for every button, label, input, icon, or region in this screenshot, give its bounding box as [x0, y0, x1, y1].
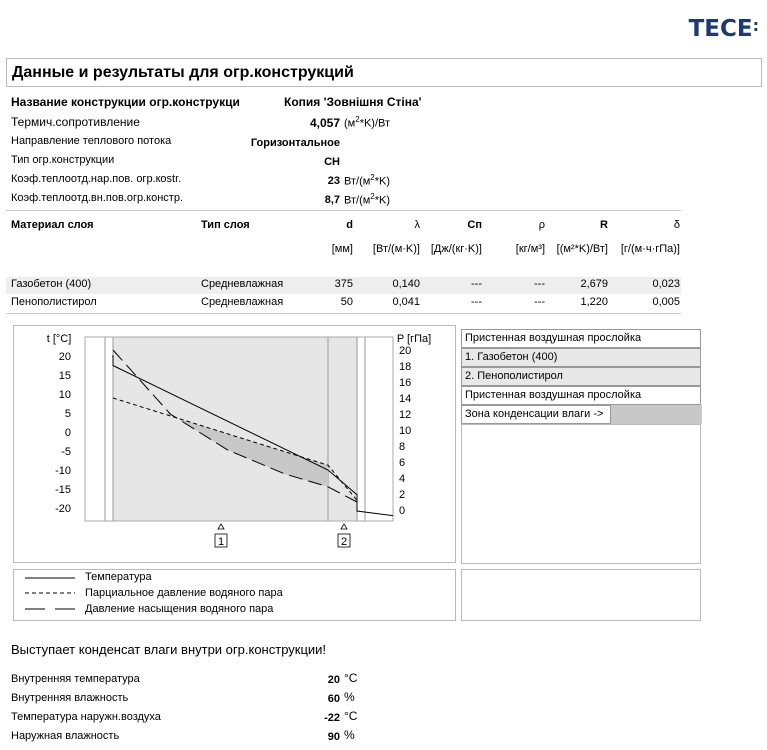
unit-suffix: *K)	[374, 194, 391, 207]
page-title-box	[6, 58, 762, 87]
table-cell: ---	[471, 278, 482, 290]
layer-legend-item	[461, 405, 701, 424]
layer-legend-label: 1. Газобетон (400)	[465, 351, 558, 363]
unit-superscript: 2	[355, 115, 360, 124]
table-cell: ---	[471, 296, 482, 308]
left-axis-title: t [°C]	[46, 333, 72, 345]
table-cell: 0,023	[652, 278, 680, 290]
condensation-zone-swatch	[610, 405, 702, 424]
info-row-label: Коэф.теплоотд.вн.пов.огр.констр.	[11, 192, 184, 204]
right-axis-tick-label: 14	[399, 393, 412, 405]
condition-unit: %	[344, 728, 355, 742]
condition-label: Наружная влажность	[11, 730, 120, 742]
left-axis-tick-label: -10	[55, 465, 71, 477]
table-header-cell: ρ	[538, 219, 545, 231]
table-header-cell: Cп	[467, 219, 482, 231]
right-axis-tick-label: 10	[399, 425, 412, 437]
layer-legend-label: Пристенная воздушная прослойка	[465, 389, 642, 401]
table-unit-cell: [кг/м³]	[515, 243, 545, 255]
unit-prefix: (м	[344, 117, 356, 130]
layer-marker-label: 1	[217, 536, 225, 548]
info-row-unit	[344, 115, 390, 130]
construction-name-value: Копия 'Зовнішня Стіна'	[284, 95, 422, 109]
layer-legend-label: Пристенная воздушная прослойка	[465, 332, 642, 344]
table-cell: Средневлажная	[201, 278, 284, 290]
info-row-label: Тип огр.конструкции	[11, 154, 115, 166]
right-axis-tick-label: 4	[399, 473, 406, 485]
right-axis-tick-label: 18	[399, 361, 412, 373]
info-row-label: Термич.сопротивление	[11, 115, 140, 129]
table-cell: 375	[334, 278, 353, 290]
condition-label: Внутренняя температура	[11, 673, 140, 685]
condition-unit: °C	[344, 671, 358, 685]
layer-legend-item	[461, 348, 701, 367]
left-axis-tick-label: -15	[55, 484, 71, 496]
condition-value: 90	[327, 731, 340, 743]
empty-legend-frame	[461, 569, 701, 621]
left-axis-tick-label: 5	[64, 408, 71, 420]
layer-legend-frame	[461, 424, 701, 564]
layer-legend-item	[461, 329, 701, 348]
layer-marker-label: 2	[340, 536, 348, 548]
info-row-value: 23	[327, 175, 340, 187]
table-cell: Пенополистирол	[11, 296, 97, 308]
table-cell: 50	[340, 296, 353, 308]
unit-prefix: Вт/(м	[344, 194, 371, 207]
page-title: Данные и результаты для огр.конструкций	[12, 64, 354, 81]
left-axis-tick-label: -5	[61, 446, 71, 458]
info-row-value: Горизонтальное	[250, 137, 340, 149]
table-cell: Средневлажная	[201, 296, 284, 308]
condition-label: Внутренняя влажность	[11, 692, 129, 704]
layer-legend-item	[461, 367, 701, 386]
table-cell: Газобетон (400)	[11, 278, 92, 290]
info-row-value: 4,057	[309, 116, 340, 130]
condition-value: 60	[327, 693, 340, 705]
layer-1-band	[113, 337, 328, 521]
right-axis-tick-label: 6	[399, 457, 406, 469]
left-axis-tick-label: 0	[64, 427, 71, 439]
info-row-value: 8,7	[324, 194, 340, 206]
table-header-cell: R	[600, 219, 608, 231]
unit-suffix: *K)/Вт	[359, 117, 391, 130]
tece-logo: TECE:	[688, 16, 759, 42]
condition-unit: %	[344, 690, 355, 704]
info-row-unit	[344, 192, 390, 207]
right-axis-title: P [гПа]	[396, 333, 432, 345]
legend-label-partial-pressure: Парциальное давление водяного пара	[85, 587, 283, 599]
table-cell: 2,679	[580, 278, 608, 290]
condensation-message: Выступает конденсат влаги внутри огр.конструкции!	[11, 642, 327, 657]
right-axis-tick-label: 12	[399, 409, 412, 421]
right-axis-tick-label: 2	[399, 489, 406, 501]
layer-legend-label: 2. Пенополистирол	[465, 370, 563, 382]
unit-superscript: 2	[370, 192, 375, 201]
table-cell: ---	[534, 278, 545, 290]
layer-marker-arrow	[341, 524, 347, 529]
table-cell: 0,140	[392, 278, 420, 290]
table-unit-cell: [мм]	[331, 243, 353, 255]
unit-superscript: 2	[370, 173, 375, 182]
info-row-label: Направление теплового потока	[11, 135, 172, 147]
info-row-value: СН	[324, 156, 340, 168]
construction-name-label: Название конструкции огр.конструкци	[11, 95, 240, 109]
right-axis-tick-label: 0	[399, 505, 406, 517]
layer-2-band	[328, 337, 357, 521]
info-row-label: Коэф.теплоотд.нар.пов. огр.кostr.	[11, 173, 182, 185]
unit-prefix: Вт/(м	[344, 175, 371, 188]
right-axis-tick-label: 16	[399, 377, 412, 389]
table-unit-cell: [г/(м·ч·гПа)]	[620, 243, 680, 255]
table-header-cell: d	[346, 219, 353, 231]
table-header-cell: λ	[414, 219, 420, 231]
table-cell: ---	[534, 296, 545, 308]
table-cell: 0,005	[652, 296, 680, 308]
table-top-rule	[6, 210, 681, 211]
left-axis-tick-label: 15	[58, 370, 71, 382]
table-cell: 1,220	[580, 296, 608, 308]
condition-label: Температура наружн.воздуха	[11, 711, 161, 723]
layer-legend-label: Зона конденсации влаги ->	[465, 408, 604, 420]
table-unit-cell: [Вт/(м·K)]	[372, 243, 420, 255]
right-axis-tick-label: 20	[399, 345, 412, 357]
table-unit-cell: [(м²*K)/Вт]	[556, 243, 608, 255]
layer-marker-arrow	[218, 524, 224, 529]
left-axis-tick-label: 10	[58, 389, 71, 401]
condition-unit: °C	[344, 709, 358, 723]
table-header-cell: δ	[673, 219, 680, 231]
temperature-pressure-chart	[13, 325, 456, 563]
table-header-cell: Тип слоя	[201, 219, 250, 231]
condition-value: 20	[327, 674, 340, 686]
table-unit-cell: [Дж/(кг·K)]	[430, 243, 482, 255]
table-header-cell: Материал слоя	[11, 219, 94, 231]
legend-label-temperature: Температура	[85, 571, 152, 583]
left-axis-tick-label: 20	[58, 351, 71, 363]
left-axis-tick-label: -20	[55, 503, 71, 515]
unit-suffix: *K)	[374, 175, 391, 188]
condition-value: -22	[324, 712, 340, 724]
legend-label-saturation-pressure: Давление насыщения водяного пара	[85, 603, 274, 615]
table-bottom-rule	[6, 313, 681, 314]
info-row-unit	[344, 173, 390, 188]
table-cell: 0,041	[392, 296, 420, 308]
right-axis-tick-label: 8	[399, 441, 406, 453]
layer-legend-item	[461, 386, 701, 405]
